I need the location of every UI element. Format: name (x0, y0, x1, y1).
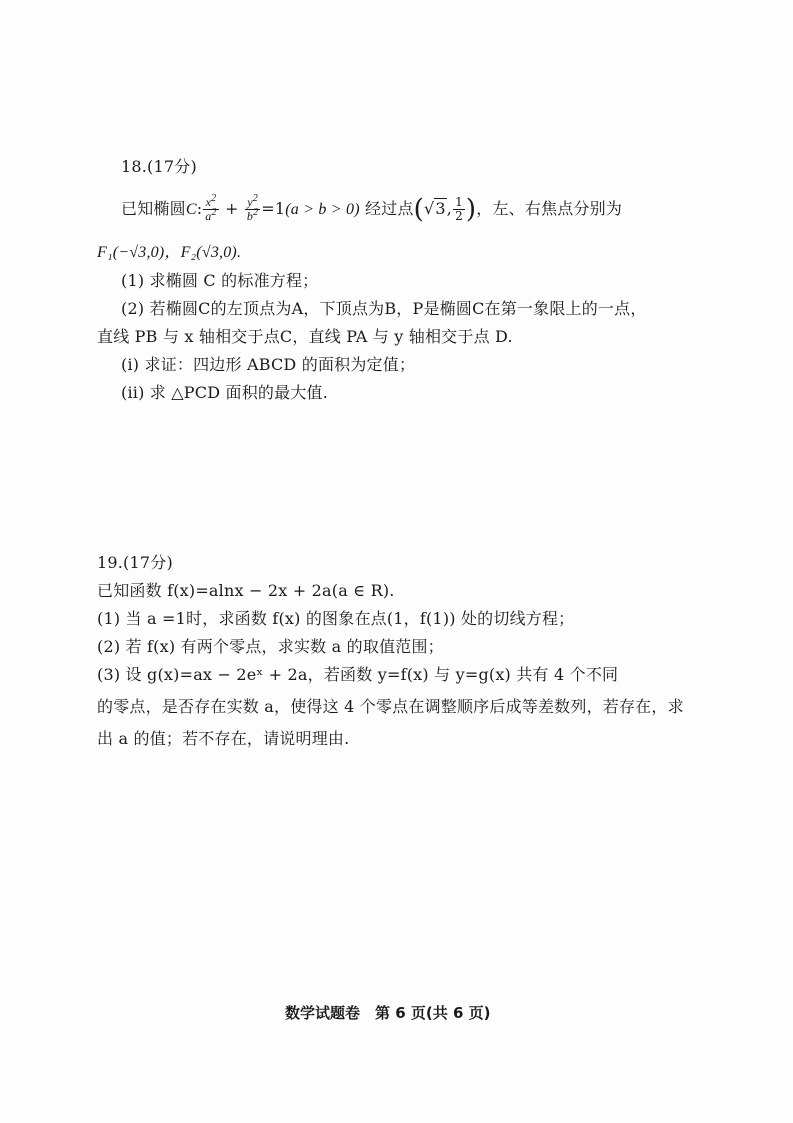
q18-part1: (1) 求椭圆 C 的标准方程； (121, 271, 319, 290)
q18-stem: 已知椭圆C: $\frac{x^2}{a^2}$ + $\frac{y^2}{b^2}$ =1(a > b > 0) 经过点(√3, $\frac{1}{2}$ )，左、右焦点分别为 (121, 193, 623, 225)
q19-part3-cont1: 的零点，是否存在实数 a，使得这 4 个零点在调整顺序后成等差数列，若存在，求 (97, 697, 684, 716)
q18-curve: C (185, 201, 197, 218)
q18-passes: 经过点 (365, 199, 414, 218)
q18-part2-cont: 直线 PB 与 x 轴相交于点C，直线 PA 与 y 轴相交于点 D. (97, 327, 513, 346)
q18-number: 18.(17分) (121, 157, 197, 176)
q18-foci-line: F₁(−√3,0)，F₂(√3,0). (97, 244, 242, 261)
q18-foci-text: ，左、右焦点分别为 (476, 199, 623, 218)
q18-frac-y: $\frac{y^2}{b^2}$ (246, 193, 259, 223)
q19-number: 19.(17分) (97, 553, 173, 572)
q18-point-y: $\frac{1}{2}$ (455, 195, 463, 223)
q19-part3-cont2: 出 a 的值；若不存在，请说明理由. (97, 729, 350, 748)
page-footer: 数学试题卷 第 6 页(共 6 页) (285, 1004, 491, 1022)
q19-stem: 已知函数 f(x)=alnx − 2x + 2a(a ∈ R). (97, 581, 395, 600)
q19-part3: (3) 设 g(x)=ax − 2eˣ + 2a，若函数 y=f(x) 与 y=g(x) 共有 4 个不同 (97, 665, 619, 684)
q18-frac-x: $\frac{x^2}{a^2}$ (205, 193, 217, 223)
q18-condition: (a > b > 0) (285, 201, 360, 218)
q18-part2-ii: (ii) 求 △PCD 面积的最大值. (121, 383, 329, 402)
q18-part2-i: (i) 求证：四边形 ABCD 的面积为定值； (121, 355, 416, 374)
q18-stem-lead: 已知椭圆 (121, 199, 186, 218)
q18-part2: (2) 若椭圆C的左顶点为A，下顶点为B，P是椭圆C在第一象限上的一点， (121, 299, 647, 318)
q19-part1: (1) 当 a =1时，求函数 f(x) 的图象在点(1，f(1)) 处的切线方程； (97, 609, 575, 628)
q18-rhs: =1 (261, 199, 286, 218)
q18-point-x: √3 (423, 199, 446, 218)
q19-part2: (2) 若 f(x) 有两个零点，求实数 a 的取值范围； (97, 637, 444, 656)
